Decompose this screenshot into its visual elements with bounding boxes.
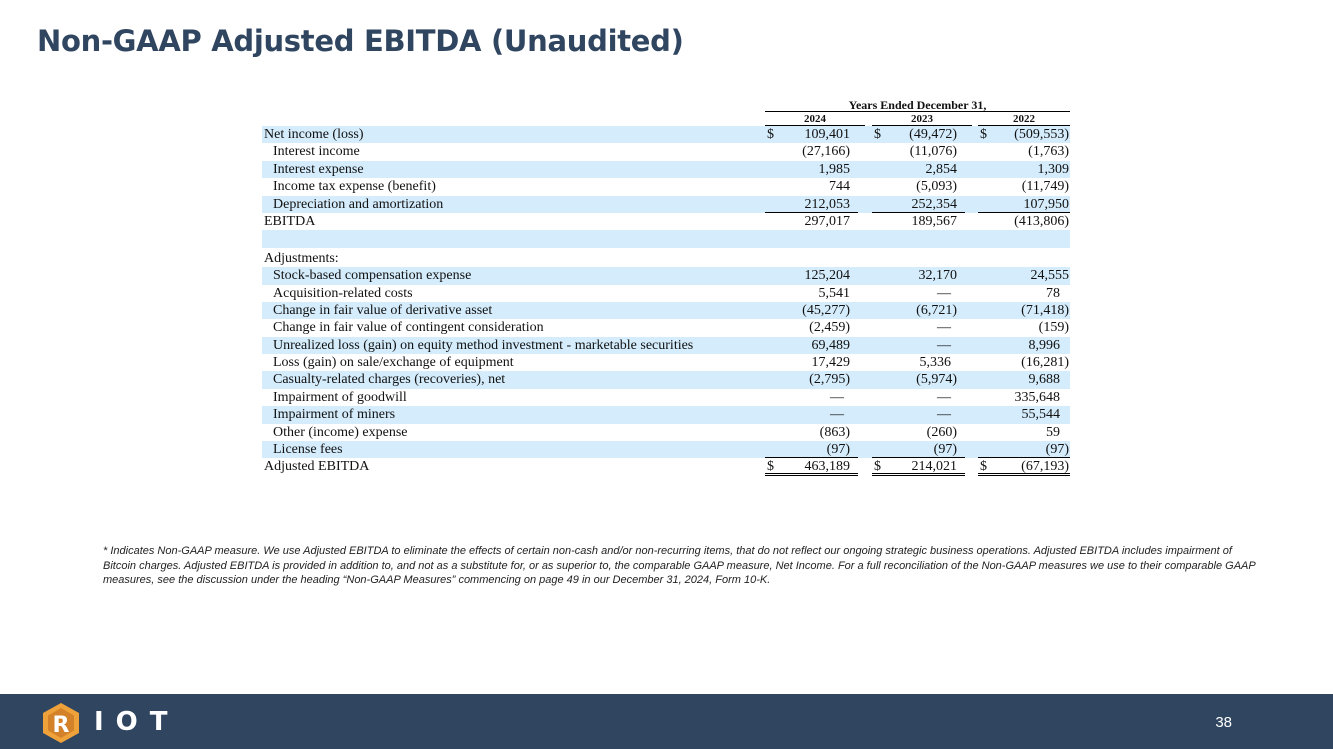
currency-symbol: $ — [874, 127, 881, 142]
table-row-income-tax — [262, 178, 1070, 195]
cell-2023: (260) — [926, 424, 957, 440]
row-label: Interest income — [273, 144, 360, 160]
row-label: Acquisition-related costs — [273, 285, 413, 301]
footer-bar — [0, 694, 1333, 749]
currency-symbol: $ — [980, 127, 987, 142]
table-row-depreciation — [262, 196, 1070, 213]
cell-2023: (11,076) — [909, 144, 957, 160]
row-label: License fees — [273, 442, 343, 458]
cell-2022: (71,418) — [1021, 302, 1069, 318]
cell-2022: (67,193) — [1021, 459, 1069, 475]
table-row-acquisition — [262, 285, 1070, 302]
cell-2024: 744 — [829, 179, 850, 195]
cell-2022: 78 — [1046, 285, 1060, 301]
cell-2023: — — [937, 407, 951, 423]
currency-symbol: $ — [980, 459, 987, 475]
cell-2024: 212,053 — [804, 196, 850, 212]
table-row-spacer — [262, 230, 1070, 247]
cell-2024: 1,985 — [818, 161, 850, 177]
cell-2023: (6,721) — [916, 302, 957, 318]
cell-2024: (97) — [826, 442, 850, 458]
column-header-2023: 2023 — [872, 112, 972, 126]
table-row-contingent — [262, 319, 1070, 336]
table-row-license — [262, 441, 1070, 458]
currency-symbol: $ — [874, 459, 881, 475]
cell-2023: (5,093) — [916, 179, 957, 195]
cell-2024: (863) — [819, 424, 850, 440]
cell-2022: (509,553) — [1014, 127, 1069, 142]
cell-2023: — — [937, 389, 951, 405]
table-row-ebitda — [262, 213, 1070, 230]
table-row-other — [262, 424, 1070, 441]
cell-2024: — — [830, 407, 844, 423]
cell-2024: 17,429 — [811, 355, 850, 371]
cell-2023: 32,170 — [918, 268, 957, 284]
cell-2023: (97) — [933, 442, 957, 458]
footnote: * Indicates Non-GAAP measure. We use Adjusted EBITDA to eliminate the effects of certain non-cash and/or non-recurring items, that do not reflect our ongoing strategic business operations. Adjusted EBITDA includes impairment of Bitcoin charges. Adjusted EBITDA is provided in addition to, and not as a substitute for, or as superior to, the comparable GAAP measure, Net Income. For a full reconciliation of the Non-GAAP measures we use to their comparable GAAP measures, see the discussion under the heading “Non-GAAP Measures” commencing on page 49 in our December 31, 2024, Form 10-K. — [103, 545, 1256, 586]
table-row-miners — [262, 406, 1070, 423]
cell-2022: 59 — [1046, 424, 1060, 440]
cell-2023: — — [937, 337, 951, 353]
cell-2024: (45,277) — [802, 302, 850, 318]
row-label: Income tax expense (benefit) — [273, 179, 436, 195]
table-row-interest-expense — [262, 161, 1070, 178]
cell-2022: 8,996 — [1028, 337, 1060, 353]
table-row-adjusted-ebitda — [262, 458, 1070, 475]
column-header-2024: 2024 — [765, 112, 865, 126]
cell-2022: 107,950 — [1023, 196, 1069, 212]
period-header — [262, 98, 1070, 112]
cell-2024: 5,541 — [818, 285, 850, 301]
table-row-stock-comp — [262, 267, 1070, 284]
cell-2023: — — [937, 285, 951, 301]
cell-2022: 335,648 — [1014, 389, 1060, 405]
cell-2024: 463,189 — [804, 459, 850, 475]
table-row-casualty — [262, 371, 1070, 388]
cell-2022: (159) — [1038, 320, 1069, 336]
cell-2023: (5,974) — [916, 372, 957, 388]
riot-logo-icon — [40, 702, 82, 744]
row-label: Stock-based compensation expense — [273, 268, 472, 284]
row-label: Adjusted EBITDA — [264, 459, 370, 475]
row-label: Change in fair value of derivative asset — [273, 302, 493, 318]
cell-2022: 55,544 — [1021, 407, 1060, 423]
cell-2024: 125,204 — [804, 268, 850, 284]
financial-table — [262, 98, 1070, 476]
cell-2022: 24,555 — [1030, 268, 1069, 284]
row-label: Loss (gain) on sale/exchange of equipment — [273, 355, 514, 371]
page-number: 38 — [1215, 714, 1232, 731]
row-label: Casualty-related charges (recoveries), net — [273, 372, 506, 388]
cell-2023: 252,354 — [911, 196, 957, 212]
table-row-unrealized — [262, 337, 1070, 354]
row-label: Depreciation and amortization — [273, 196, 444, 212]
row-label: EBITDA — [264, 213, 316, 229]
row-label: Interest expense — [273, 161, 364, 177]
table-row-goodwill — [262, 389, 1070, 406]
cell-2023: — — [937, 320, 951, 336]
cell-2024: — — [830, 389, 844, 405]
period-header-label: Years Ended December 31, — [848, 98, 987, 112]
table-row-interest-income — [262, 143, 1070, 160]
cell-2024: (2,459) — [809, 320, 850, 336]
table-row-adjustments-heading — [262, 250, 1070, 267]
logo-wordmark: IOT — [94, 707, 180, 737]
table-row-equipment — [262, 354, 1070, 371]
column-header-2022: 2022 — [978, 112, 1070, 126]
cell-2023: 189,567 — [911, 213, 957, 229]
page-title: Non-GAAP Adjusted EBITDA (Unaudited) — [37, 24, 684, 58]
row-label: Other (income) expense — [273, 424, 408, 440]
cell-2024: (27,166) — [802, 144, 850, 160]
cell-2024: 69,489 — [811, 337, 850, 353]
cell-2022: (11,749) — [1021, 179, 1069, 195]
currency-symbol: $ — [767, 459, 774, 475]
cell-2022: 1,309 — [1037, 161, 1069, 177]
cell-2024: 297,017 — [804, 213, 850, 229]
cell-2023: 2,854 — [925, 161, 957, 177]
cell-2022: (413,806) — [1014, 213, 1069, 229]
cell-2022: 9,688 — [1028, 372, 1060, 388]
row-label: Net income (loss) — [264, 127, 364, 142]
cell-2024: (2,795) — [809, 372, 850, 388]
cell-2024: 109,401 — [804, 127, 850, 142]
row-label: Impairment of miners — [273, 407, 396, 423]
row-label: Unrealized loss (gain) on equity method investment - marketable securities — [273, 337, 694, 353]
column-headers — [262, 112, 1070, 126]
row-label: Impairment of goodwill — [273, 389, 407, 405]
logo-letter: R — [52, 713, 70, 738]
cell-2023: 214,021 — [911, 459, 957, 475]
table-row-net-income — [262, 126, 1070, 143]
currency-symbol: $ — [767, 127, 774, 142]
cell-2023: (49,472) — [909, 127, 957, 142]
table-row-derivative — [262, 302, 1070, 319]
row-label: Change in fair value of contingent consideration — [273, 320, 544, 336]
row-label: Adjustments: — [264, 250, 339, 266]
cell-2022: (97) — [1045, 442, 1069, 458]
cell-2022: (16,281) — [1021, 355, 1069, 371]
cell-2023: 5,336 — [919, 355, 951, 371]
cell-2022: (1,763) — [1028, 144, 1069, 160]
